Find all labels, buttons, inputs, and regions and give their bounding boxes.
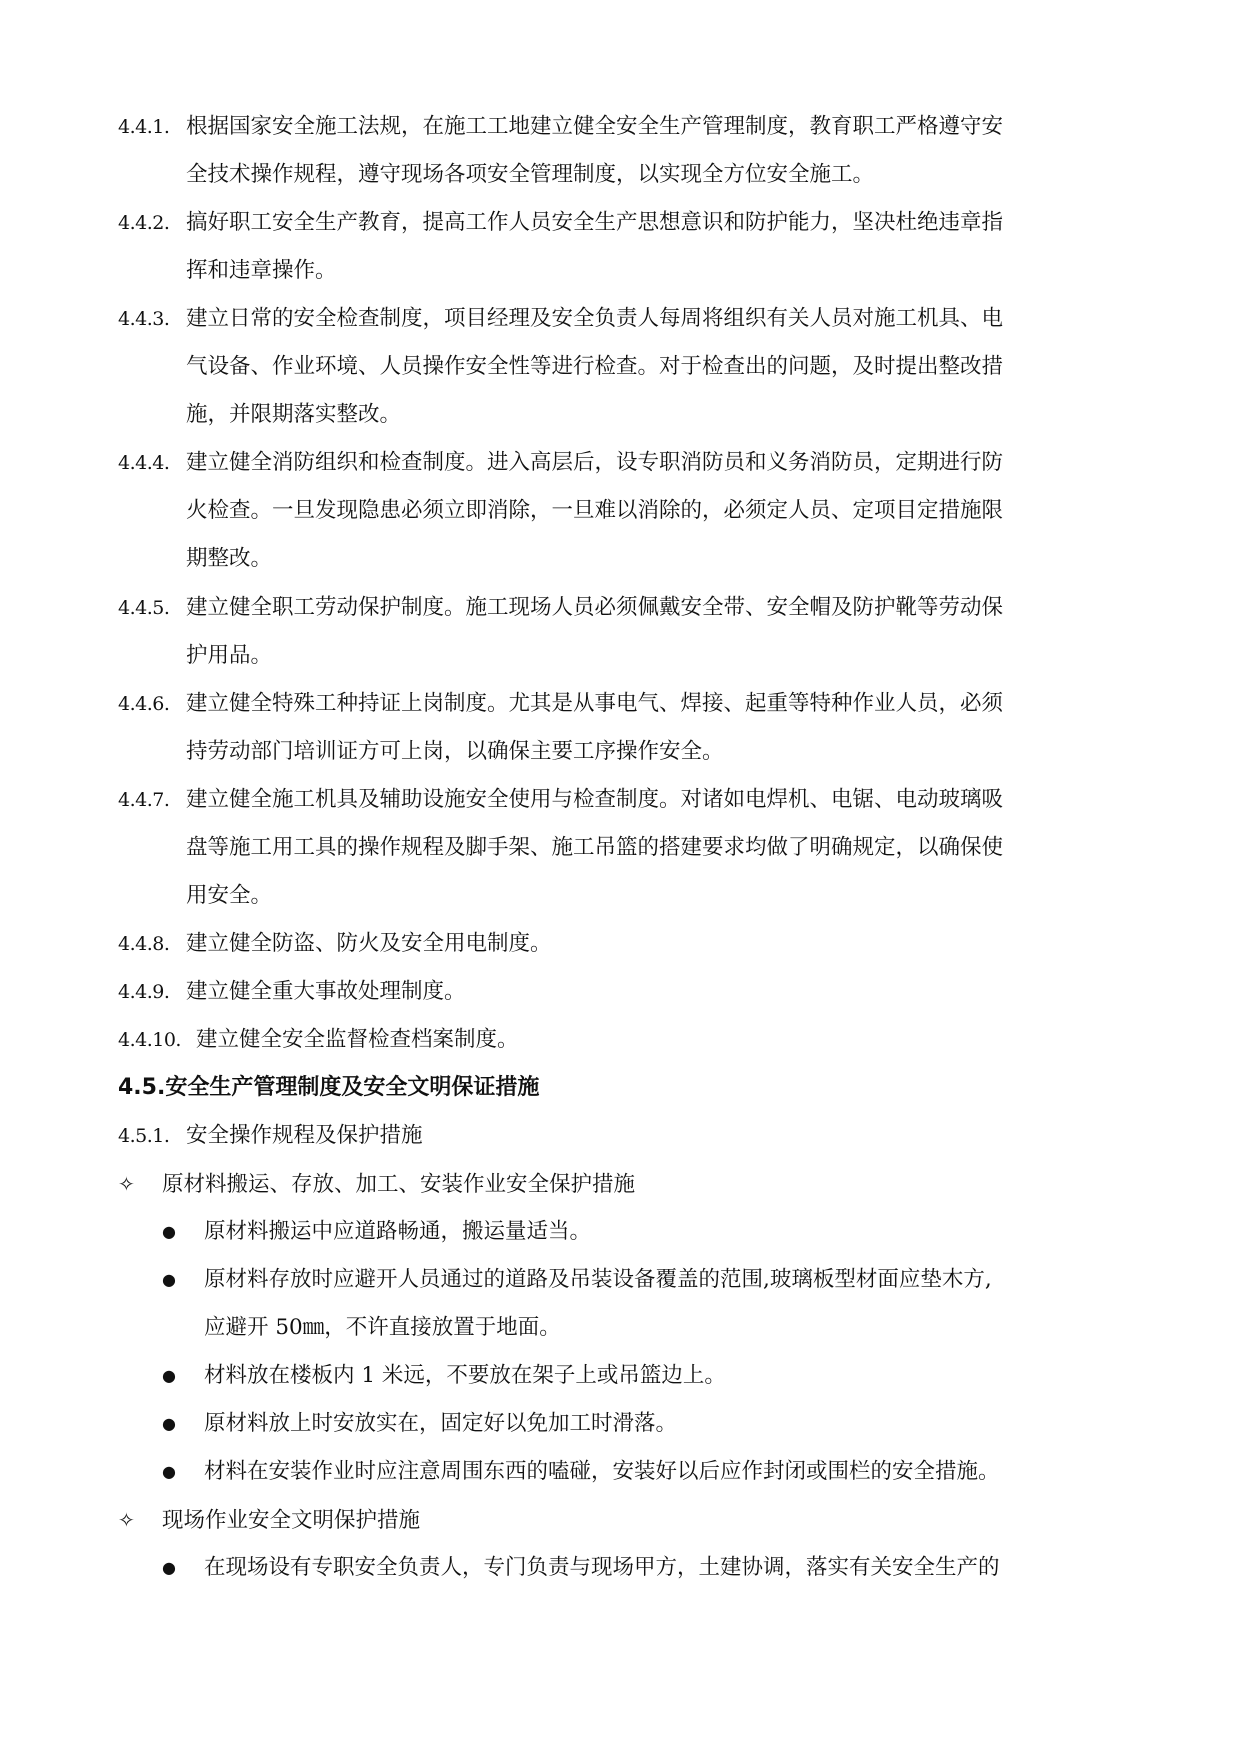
sub-heading-number: 4.5.1.: [118, 1125, 170, 1147]
item-number: 4.4.3.: [118, 308, 170, 330]
bullet-line: 原材料搬运中应道路畅通，搬运量适当。: [204, 1219, 592, 1244]
item-line: 挥和违章操作。: [186, 258, 337, 283]
item-number: 4.4.1.: [118, 116, 170, 138]
bullet-icon: ●: [162, 1414, 176, 1433]
item-line: 搞好职工安全生产教育，提高工作人员安全生产思想意识和防护能力，坚决杜绝违章指: [186, 210, 1004, 235]
item-line: 护用品。: [186, 643, 273, 668]
section-heading: 4.5.安全生产管理制度及安全文明保证措施: [118, 1075, 540, 1100]
group-title: [118, 1496, 420, 1545]
item-number: 4.4.8.: [118, 933, 170, 955]
list-item: [118, 199, 1128, 295]
bullet-line: 原材料放上时安放实在，固定好以免加工时滑落。: [204, 1411, 678, 1436]
sub-heading: [118, 1112, 1128, 1160]
item-line: 持劳动部门培训证方可上岗，以确保主要工序操作安全。: [186, 739, 724, 764]
bullet-line: 原材料存放时应避开人员通过的道路及吊装设备覆盖的范围,玻璃板型材面应垫木方,: [204, 1267, 992, 1292]
item-line: 建立健全特殊工种持证上岗制度。尤其是从事电气、焊接、起重等特种作业人员，必须: [186, 691, 1004, 716]
item-line: 建立健全职工劳动保护制度。施工现场人员必须佩戴安全带、安全帽及防护靴等劳动保: [186, 595, 1004, 620]
list-item: [118, 103, 1128, 199]
list-item: [118, 776, 1128, 920]
item-line: 建立健全防盗、防火及安全用电制度。: [186, 931, 552, 956]
item-line: 期整改。: [186, 546, 273, 571]
list-item: [118, 295, 1128, 439]
bullet-item: [162, 1256, 1132, 1352]
item-line: 根据国家安全施工法规，在施工工地建立健全安全生产管理制度，教育职工严格遵守安: [186, 114, 1004, 139]
item-line: 建立健全重大事故处理制度。: [186, 979, 466, 1004]
item-line: 全技术操作规程，遵守现场各项安全管理制度，以实现全方位安全施工。: [186, 162, 875, 187]
bullet-line: 在现场设有专职安全负责人，专门负责与现场甲方，土建协调，落实有关安全生产的: [204, 1555, 1000, 1580]
bullet-icon: ●: [162, 1558, 176, 1577]
list-item: [118, 1016, 1128, 1064]
item-line: 气设备、作业环境、人员操作安全性等进行检查。对于检查出的问题，及时提出整改措: [186, 354, 1004, 379]
item-line: 用安全。: [186, 883, 273, 908]
item-number: 4.4.2.: [118, 212, 170, 234]
bullet-icon: ●: [162, 1222, 176, 1241]
group-title: [118, 1160, 635, 1209]
item-line: 施，并限期落实整改。: [186, 402, 402, 427]
item-line: 火检查。一旦发现隐患必须立即消除，一旦难以消除的，必须定人员、定项目定措施限: [186, 498, 1004, 523]
diamond-bullet-icon: ✧: [118, 1508, 135, 1532]
diamond-bullet-icon: ✧: [118, 1172, 135, 1196]
bullet-line: 材料在安装作业时应注意周围东西的嗑碰，安装好以后应作封闭或围栏的安全措施。: [204, 1459, 1000, 1484]
item-line: 建立健全施工机具及辅助设施安全使用与检查制度。对诸如电焊机、电锯、电动玻璃吸: [186, 787, 1004, 812]
bullet-icon: ●: [162, 1462, 176, 1481]
item-number: 4.4.4.: [118, 452, 170, 474]
bullet-icon: ●: [162, 1270, 176, 1289]
item-number: 4.4.10.: [118, 1029, 181, 1051]
item-number: 4.4.5.: [118, 597, 170, 619]
bullet-item: [162, 1352, 1132, 1400]
list-item: [118, 920, 1128, 968]
item-number: 4.4.9.: [118, 981, 170, 1003]
item-line: 建立日常的安全检查制度，项目经理及安全负责人每周将组织有关人员对施工机具、电: [186, 306, 1004, 331]
list-item: [118, 968, 1128, 1016]
list-item: [118, 680, 1128, 776]
item-number: 4.4.7.: [118, 789, 170, 811]
bullet-line: 材料放在楼板内 1 米远，不要放在架子上或吊篮边上。: [204, 1363, 726, 1388]
bullet-item: [162, 1208, 1132, 1256]
group-title-text: 现场作业安全文明保护措施: [162, 1508, 421, 1533]
bullet-line: 应避开 50㎜，不许直接放置于地面。: [204, 1315, 561, 1340]
item-number: 4.4.6.: [118, 693, 170, 715]
group-title-text: 原材料搬运、存放、加工、安装作业安全保护措施: [162, 1172, 636, 1197]
bullet-item: [162, 1400, 1132, 1448]
bullet-icon: ●: [162, 1366, 176, 1385]
sub-heading-text: 安全操作规程及保护措施: [186, 1123, 423, 1148]
item-line: 建立健全安全监督检查档案制度。: [196, 1027, 519, 1052]
bullet-item: [162, 1448, 1132, 1496]
bullet-item: [162, 1544, 1132, 1592]
item-line: 建立健全消防组织和检查制度。进入高层后，设专职消防员和义务消防员，定期进行防: [186, 450, 1004, 475]
list-item: [118, 439, 1128, 583]
item-line: 盘等施工用工具的操作规程及脚手架、施工吊篮的搭建要求均做了明确规定，以确保使: [186, 835, 1004, 860]
list-item: [118, 584, 1128, 680]
